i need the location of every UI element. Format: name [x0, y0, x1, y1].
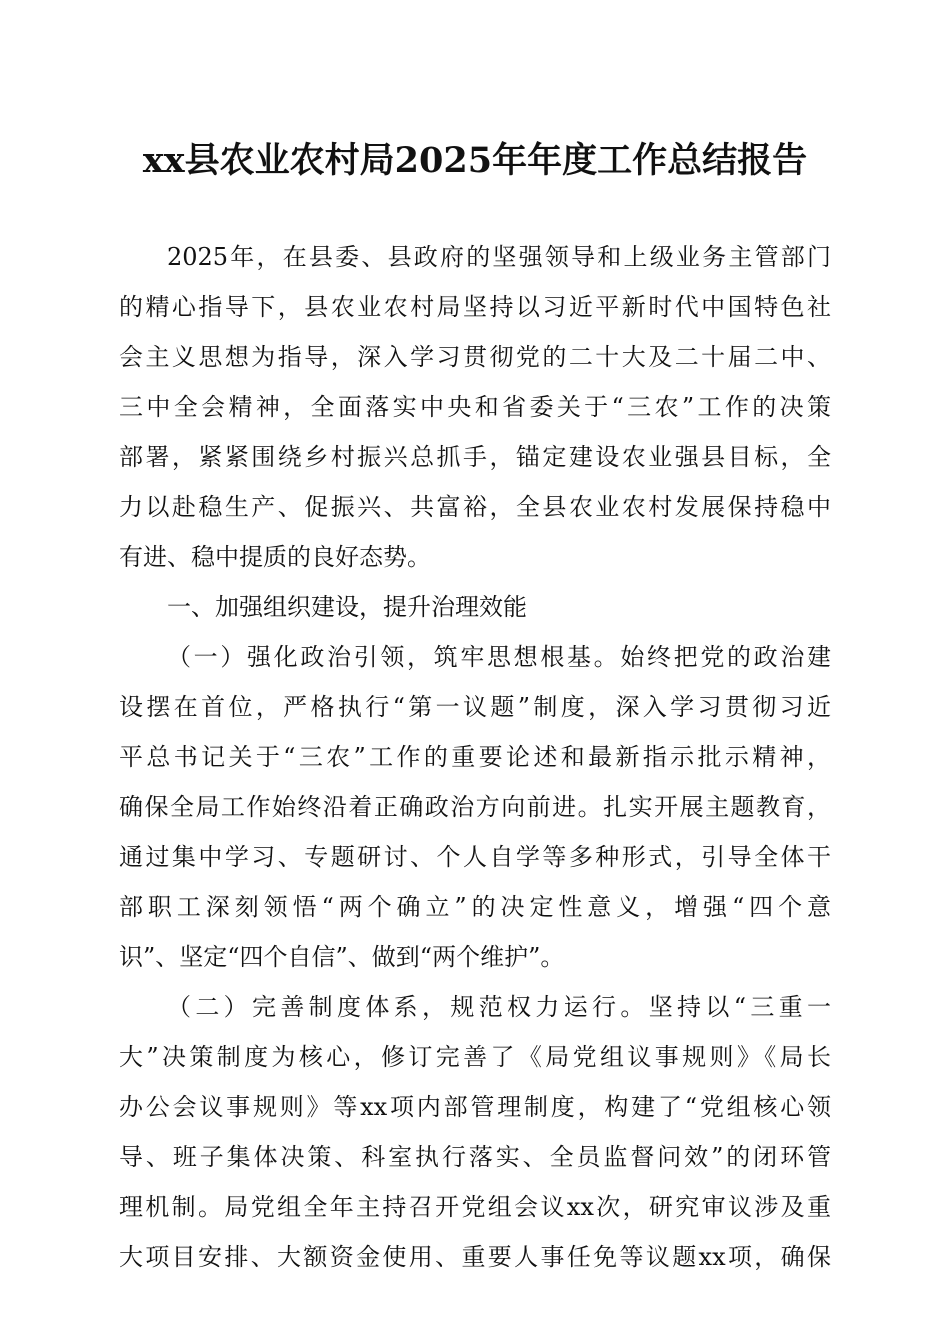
paragraph-line: 确保全局工作始终沿着正确政治方向前进。扎实开展主题教育， — [119, 793, 831, 821]
subsection-first-line — [119, 632, 831, 682]
paragraph-line: 识”、坚定“四个自信”、做到“两个维护”。 — [119, 943, 565, 971]
subsection-first-line — [119, 982, 831, 1032]
intro-line: 三中全会精神，全面落实中央和省委关于“三农”工作的决策 — [119, 393, 831, 421]
subsection-lead: （二）完善制度体系，规范权力运行。 — [167, 993, 649, 1021]
document-body — [119, 232, 831, 1282]
paragraph-line: 部职工深刻领悟“两个确立”的决定性意义，增强“四个意 — [119, 893, 831, 921]
intro-line: 2025年，在县委、县政府的坚强领导和上级业务主管部门 — [167, 243, 831, 271]
paragraph-line: 设摆在首位，严格执行“第一议题”制度，深入学习贯彻习近 — [119, 693, 831, 721]
paragraph-line: 办公会议事规则》等xx项内部管理制度，构建了“党组核心领 — [119, 1093, 831, 1121]
intro-line: 会主义思想为指导，深入学习贯彻党的二十大及二十届二中、 — [119, 343, 831, 371]
paragraph-line: 大”决策制度为核心，修订完善了《局党组议事规则》《局长 — [119, 1043, 831, 1071]
intro-line: 部署，紧紧围绕乡村振兴总抓手，锚定建设农业强县目标，全 — [119, 443, 831, 471]
paragraph-line: 理机制。局党组全年主持召开党组会议xx次，研究审议涉及重 — [119, 1193, 831, 1221]
intro-line: 有进、稳中提质的良好态势。 — [119, 543, 431, 571]
intro-line: 的精心指导下，县农业农村局坚持以习近平新时代中国特色社 — [119, 293, 831, 321]
document-title: xx县农业农村局2025年年度工作总结报告 — [142, 140, 808, 181]
paragraph-line: 平总书记关于“三农”工作的重要论述和最新指示批示精神， — [119, 743, 831, 771]
paragraph-line: 大项目安排、大额资金使用、重要人事任免等议题xx项，确保 — [119, 1243, 831, 1271]
section-heading: 一、加强组织建设，提升治理效能 — [167, 593, 527, 621]
subsection-text: 始终把党的政治建 — [620, 643, 832, 671]
subsection-text: 坚持以“三重一 — [648, 993, 832, 1021]
subsection-lead: （一）强化政治引领，筑牢思想根基。 — [167, 643, 621, 671]
paragraph-line: 导、班子集体决策、科室执行落实、全员监督问效”的闭环管 — [119, 1143, 831, 1171]
intro-line: 力以赴稳生产、促振兴、共富裕，全县农业农村发展保持稳中 — [119, 493, 831, 521]
paragraph-line: 通过集中学习、专题研讨、个人自学等多种形式，引导全体干 — [119, 843, 831, 871]
